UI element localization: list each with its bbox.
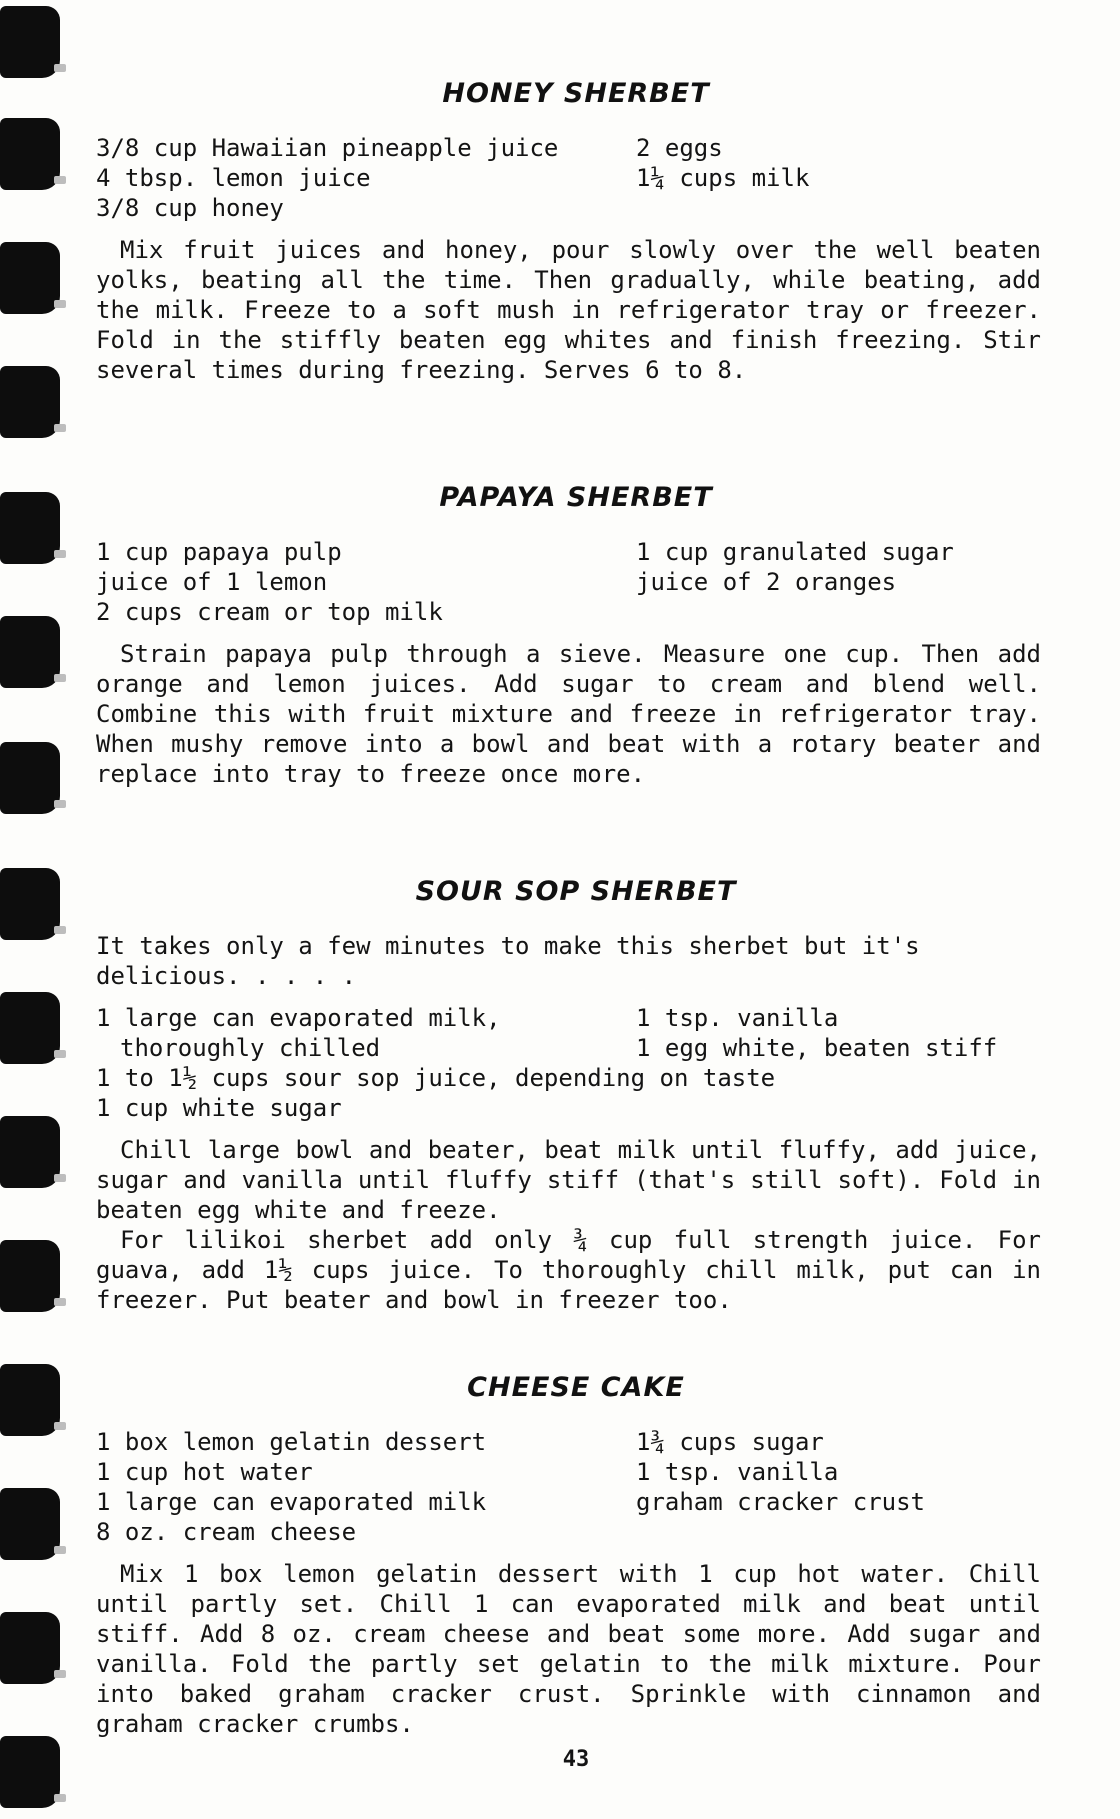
ingredient: 1¼ cups milk (636, 164, 810, 192)
ingredient: 1 box lemon gelatin dessert (96, 1428, 487, 1456)
ingredient: 1 cup white sugar (96, 1094, 342, 1122)
ingredient: 1 cup granulated sugar (636, 538, 954, 566)
ingredient: 3/8 cup honey (96, 194, 284, 222)
ingredient: juice of 2 oranges (636, 568, 897, 596)
recipe-title: PAPAYA SHERBET (439, 482, 713, 513)
ingredient: 1¾ cups sugar (636, 1428, 824, 1456)
ingredient: thoroughly chilled (120, 1034, 381, 1062)
ingredient: graham cracker crust (636, 1488, 925, 1516)
page-number: 43 (562, 1747, 590, 1772)
spiral-binding (0, 0, 66, 1819)
binding-ring (0, 616, 60, 688)
ingredient-list (96, 537, 1056, 627)
ingredient-list (96, 133, 1056, 223)
binding-ring (0, 242, 60, 314)
ingredient-column-right (636, 1003, 1056, 1123)
binding-ring (0, 366, 60, 438)
ingredient: 1 to 1½ cups sour sop juice, depending on taste (96, 1064, 776, 1092)
ingredient-column-left (96, 537, 596, 627)
ingredient: 1 large can evaporated milk, (96, 1004, 501, 1032)
instructions: Mix fruit juices and honey, pour slowly over the well beaten yolks, beating all the time. Then gradually, while beating, add the milk. Freeze to a soft mush in refrigerator tray or freezer. Fold in the stiffly beaten egg whites and finish freezing. Stir several times during freezing. Serves 6 to 8. (96, 236, 1041, 384)
instructions: Chill large bowl and beater, beat milk until fluffy, add juice, sugar and vanilla until fluffy stiff (that's still soft). Fold in beaten egg white and freeze. (96, 1136, 1041, 1224)
page-content (96, 0, 1056, 1819)
binding-ring (0, 1612, 60, 1684)
binding-ring (0, 868, 60, 940)
ingredient: 1 egg white, beaten stiff (636, 1034, 998, 1062)
instructions: Mix 1 box lemon gelatin dessert with 1 cup hot water. Chill until partly set. Chill 1 can evaporated milk and beat until stiff. Add 8 oz. cream cheese and beat some more. Add sugar and vanilla. Fold the partly set gelatin to the milk mixture. Pour into baked graham cracker crust. Sprinkle with cinnamon and graham cracker crumbs. (96, 1560, 1041, 1738)
binding-ring (0, 1116, 60, 1188)
ingredient: 3/8 cup Hawaiian pineapple juice (96, 134, 559, 162)
ingredient: 1 cup papaya pulp (96, 538, 342, 566)
recipe-honey-sherbet (96, 78, 1056, 385)
recipe-title: CHEESE CAKE (467, 1372, 685, 1403)
instructions: For lilikoi sherbet add only ¾ cup full strength juice. For guava, add 1½ cups juice. To thoroughly chill milk, put can in freezer. Put beater and bowl in freezer too. (96, 1226, 1041, 1314)
ingredient: juice of 1 lemon (96, 568, 328, 596)
binding-ring (0, 1240, 60, 1312)
ingredient: 1 cup hot water (96, 1458, 313, 1486)
binding-ring (0, 992, 60, 1064)
binding-ring (0, 742, 60, 814)
instructions: Strain papaya pulp through a sieve. Measure one cup. Then add orange and lemon juices. Add sugar to cream and blend well. Combine this with fruit mixture and freeze in refrigerator tray. When mushy remove into a bowl and beat with a rotary beater and replace into tray to freeze once more. (96, 640, 1041, 788)
ingredient-column-left (96, 133, 596, 223)
ingredient: 1 tsp. vanilla (636, 1004, 839, 1032)
ingredient-column-right (636, 133, 1056, 223)
binding-ring (0, 118, 60, 190)
recipe-papaya-sherbet (96, 482, 1056, 789)
binding-ring (0, 492, 60, 564)
ingredient-list (96, 1003, 1056, 1123)
ingredient: 1 tsp. vanilla (636, 1458, 839, 1486)
ingredient-list (96, 1427, 1056, 1547)
ingredient: 4 tbsp. lemon juice (96, 164, 371, 192)
binding-ring (0, 1364, 60, 1436)
binding-ring (0, 6, 60, 78)
recipe-title: HONEY SHERBET (442, 78, 710, 109)
ingredient-column-right (636, 1427, 1056, 1547)
recipe-sour-sop-sherbet (96, 876, 1056, 1315)
recipe-intro: It takes only a few minutes to make this sherbet but it's delicious. . . . . (96, 932, 920, 990)
binding-ring (0, 1736, 60, 1808)
ingredient: 8 oz. cream cheese (96, 1518, 357, 1546)
ingredient: 2 eggs (636, 134, 723, 162)
recipe-cheese-cake (96, 1372, 1056, 1739)
recipe-title: SOUR SOP SHERBET (415, 876, 737, 907)
ingredient: 1 large can evaporated milk (96, 1488, 487, 1516)
ingredient-column-left (96, 1427, 596, 1547)
ingredient-column-right (636, 537, 1056, 627)
binding-ring (0, 1488, 60, 1560)
ingredient: 2 cups cream or top milk (96, 598, 443, 626)
